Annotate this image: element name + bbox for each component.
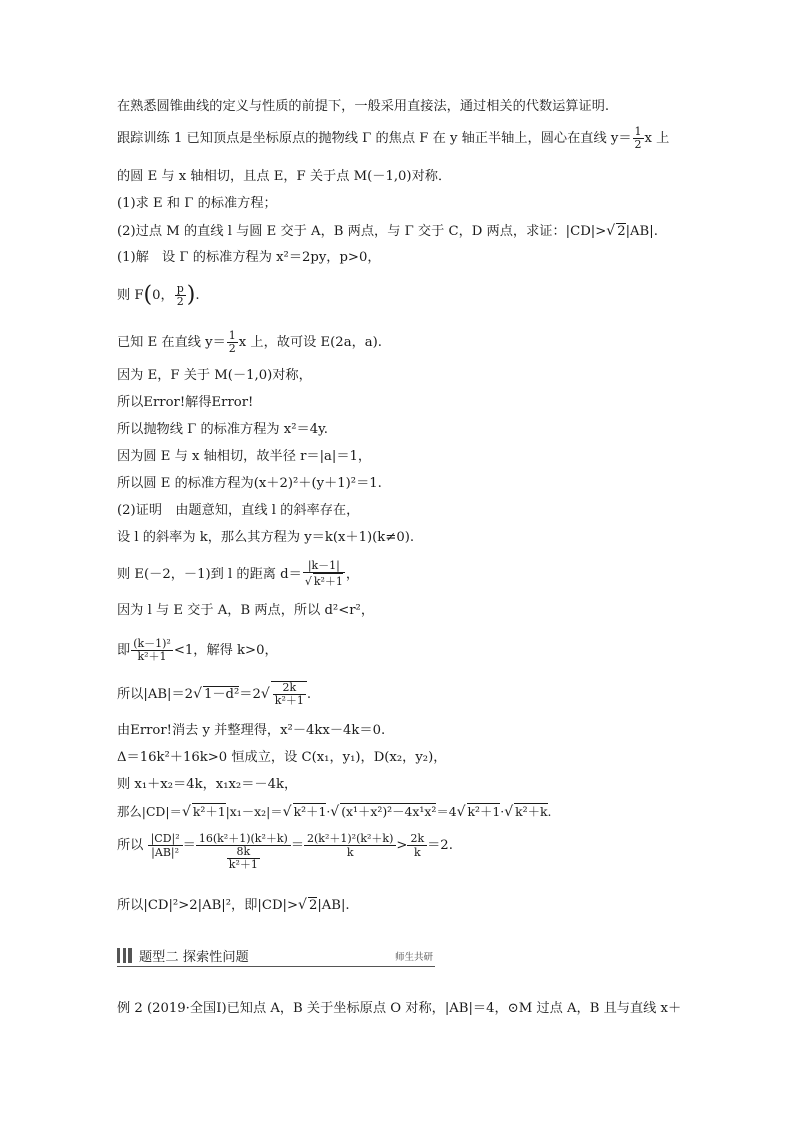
text: ＝2. bbox=[427, 838, 453, 853]
text: 所以|AB|＝2 bbox=[117, 687, 194, 702]
exercise-line-1 bbox=[117, 126, 669, 151]
denominator bbox=[196, 846, 291, 871]
text: 因为圆 E 与 x 轴相切，故半径 r＝|a|＝1， bbox=[117, 449, 372, 464]
denominator: k bbox=[413, 846, 421, 859]
text: (1)解 设 Γ 的标准方程为 x²＝2py，p>0， bbox=[117, 250, 381, 265]
text: x 上，故可设 E(2a，a). bbox=[238, 335, 382, 350]
text: Δ＝16k²＋16k>0 恒成立，设 C(x₁，y₁)，D(x₂，y₂)， bbox=[117, 750, 447, 765]
text: 因为 l 与 E 交于 A，B 两点，所以 d²<r²， bbox=[117, 603, 375, 618]
solution-1-start bbox=[117, 249, 381, 267]
text: > bbox=[396, 838, 408, 853]
discriminant-line bbox=[117, 749, 446, 767]
text: <1，解得 k>0， bbox=[173, 643, 278, 658]
radical-sign: √ bbox=[330, 804, 340, 820]
text: ＝4 bbox=[436, 804, 457, 819]
text: (2)证明 由题意知，直线 l 的斜率存在， bbox=[117, 503, 360, 518]
text: (1)求 E 和 Γ 的标准方程； bbox=[117, 196, 277, 211]
proof-start bbox=[117, 502, 359, 520]
numerator: 16(k²＋1)(k²＋k) bbox=[196, 832, 291, 846]
fraction bbox=[227, 330, 238, 355]
focus-line bbox=[117, 283, 200, 308]
text: ＝ bbox=[290, 838, 304, 853]
section-bookmark-icon bbox=[117, 948, 132, 963]
numerator: 2k bbox=[273, 682, 306, 695]
denominator: k²＋1 bbox=[137, 650, 167, 663]
radicand: k²＋1 bbox=[293, 804, 327, 819]
text: 所以 bbox=[117, 838, 144, 853]
text: |AB|. bbox=[625, 224, 658, 239]
ab-length-line bbox=[117, 681, 311, 707]
radical-sign: √ bbox=[456, 804, 466, 820]
question-1 bbox=[117, 195, 277, 213]
radicand: 1－d² bbox=[203, 687, 240, 702]
right-paren: ) bbox=[186, 282, 196, 308]
intro-line bbox=[117, 98, 609, 116]
radicand: k²＋1 bbox=[313, 575, 343, 588]
section-header bbox=[117, 944, 435, 967]
section-tag: 师生共研 bbox=[394, 952, 433, 963]
fraction bbox=[227, 846, 260, 871]
radicand: k²＋1 bbox=[192, 804, 226, 819]
fraction bbox=[273, 682, 306, 707]
text: 例 2 (2019·全国Ⅰ)已知点 A，B 关于坐标原点 O 对称，|AB|＝4，⊙M 过点 A，B 且与直线 x＋ bbox=[117, 1001, 682, 1016]
exercise-line-2 bbox=[117, 168, 451, 186]
numerator: 2(k²＋1)²(k²＋k) bbox=[304, 832, 396, 846]
denominator: k²＋1 bbox=[228, 858, 258, 871]
ratio-line bbox=[117, 832, 453, 871]
text: 所以圆 E 的标准方程为(x＋2)²＋(y＋1)²＝1. bbox=[117, 476, 382, 491]
text: 即 bbox=[117, 643, 131, 658]
text: 在熟悉圆锥曲线的定义与性质的前提下，一般采用直接法，通过相关的代数运算证明. bbox=[117, 99, 610, 114]
text: 设 l 的斜率为 k，那么其方程为 y＝k(x＋1)(k≠0). bbox=[117, 530, 415, 545]
error-line bbox=[117, 394, 253, 412]
radical-sign: √ bbox=[282, 804, 292, 820]
radicand: 2 bbox=[308, 898, 318, 913]
radical-sign: √ bbox=[298, 897, 307, 913]
text: 那么|CD|＝ bbox=[117, 804, 182, 819]
text: 则 x₁＋x₂＝4k，x₁x₂＝－4k， bbox=[117, 777, 298, 792]
left-paren: ( bbox=[143, 282, 153, 308]
text: x 上 bbox=[644, 131, 670, 146]
text: . bbox=[306, 687, 312, 702]
text: 的圆 E 与 x 轴相切，且点 E，F 关于点 M(－1,0)对称． bbox=[117, 169, 452, 184]
text: . bbox=[547, 804, 552, 819]
text: (2)过点 M 的直线 l 与圆 E 交于 A，B 两点，与 Γ 交于 C，D 两点，求证：|CD|> bbox=[117, 224, 607, 239]
radicand bbox=[271, 681, 307, 707]
text: |AB|. bbox=[317, 898, 350, 913]
radical-sign: √ bbox=[260, 686, 270, 702]
text: 所以|CD|²>2|AB|²，即|CD|> bbox=[117, 898, 299, 913]
numerator: |k－1| bbox=[303, 560, 345, 573]
distance-line bbox=[117, 560, 359, 589]
radical-sign: √ bbox=[181, 804, 191, 820]
text: . bbox=[195, 288, 200, 303]
text: 因为 E，F 关于 M(－1,0)对称， bbox=[117, 368, 312, 383]
radicand: k²＋1 bbox=[467, 804, 501, 819]
numerator: 1 bbox=[634, 125, 642, 138]
radical-sign: √ bbox=[193, 686, 202, 702]
radical-sign: √ bbox=[304, 575, 312, 588]
radicand: k²＋k bbox=[515, 804, 548, 819]
cd-length-line bbox=[117, 803, 551, 821]
text: 则 E(－2，－1)到 l 的距离 d＝ bbox=[117, 567, 302, 582]
text: 所以抛物线 Γ 的标准方程为 x²＝4y. bbox=[117, 422, 328, 437]
text: ＝2 bbox=[239, 687, 261, 702]
conclusion-line bbox=[117, 896, 350, 915]
intersect-line bbox=[117, 602, 374, 620]
text: |x₁－x₂|＝ bbox=[225, 804, 283, 819]
text: ＝ bbox=[182, 838, 196, 853]
text: · bbox=[326, 804, 331, 819]
text: 跟踪训练 1 已知顶点是坐标原点的抛物线 Γ 的焦点 F 在 y 轴正半轴上，圆心在直线 y＝ bbox=[117, 131, 632, 146]
fraction bbox=[304, 832, 396, 859]
denominator: k²＋1 bbox=[274, 694, 304, 707]
eliminate-line bbox=[117, 722, 385, 740]
radical-sign: √ bbox=[606, 223, 616, 239]
numerator: 1 bbox=[228, 329, 236, 342]
fraction bbox=[196, 832, 291, 871]
numerator: (k－1)² bbox=[133, 637, 171, 650]
question-2 bbox=[117, 222, 658, 241]
fraction bbox=[407, 832, 427, 859]
slope-line bbox=[117, 529, 414, 547]
vieta-line bbox=[117, 776, 297, 794]
text: ， bbox=[345, 567, 360, 582]
text: 所以Error!解得Error! bbox=[117, 395, 254, 410]
radical-sign: √ bbox=[504, 804, 514, 820]
denominator bbox=[303, 573, 345, 589]
symmetry-line bbox=[117, 367, 312, 385]
inequality-line bbox=[117, 638, 278, 663]
numerator: 8k bbox=[227, 846, 260, 859]
example-2-line bbox=[117, 1000, 681, 1018]
radius-line bbox=[117, 448, 371, 466]
center-line bbox=[117, 330, 382, 355]
text: 则 F bbox=[117, 288, 144, 303]
denominator: k bbox=[346, 846, 354, 859]
text: 已知 E 在直线 y＝ bbox=[117, 335, 226, 350]
numerator: 2k bbox=[407, 832, 427, 846]
radicand: (x¹＋x²)²－4x¹x² bbox=[341, 804, 437, 819]
circle-eq-line bbox=[117, 475, 382, 493]
parabola-eq-line bbox=[117, 421, 328, 439]
fraction bbox=[131, 638, 173, 663]
fraction bbox=[303, 560, 345, 589]
text: 由Error!消去 y 并整理得，x²－4kx－4k＝0. bbox=[117, 723, 386, 738]
denominator: 2 bbox=[228, 342, 236, 355]
radicand: 2 bbox=[617, 224, 626, 239]
denominator: |AB|² bbox=[151, 846, 180, 859]
fraction bbox=[175, 283, 186, 308]
fraction bbox=[633, 126, 644, 151]
numerator: |CD|² bbox=[148, 832, 183, 846]
fraction bbox=[148, 832, 183, 859]
text: · bbox=[500, 804, 505, 819]
numerator: p bbox=[176, 282, 184, 295]
denominator: 2 bbox=[176, 295, 184, 308]
text: 0， bbox=[152, 288, 174, 303]
section-title: 题型二 探索性问题 bbox=[139, 950, 249, 965]
denominator: 2 bbox=[634, 138, 642, 151]
